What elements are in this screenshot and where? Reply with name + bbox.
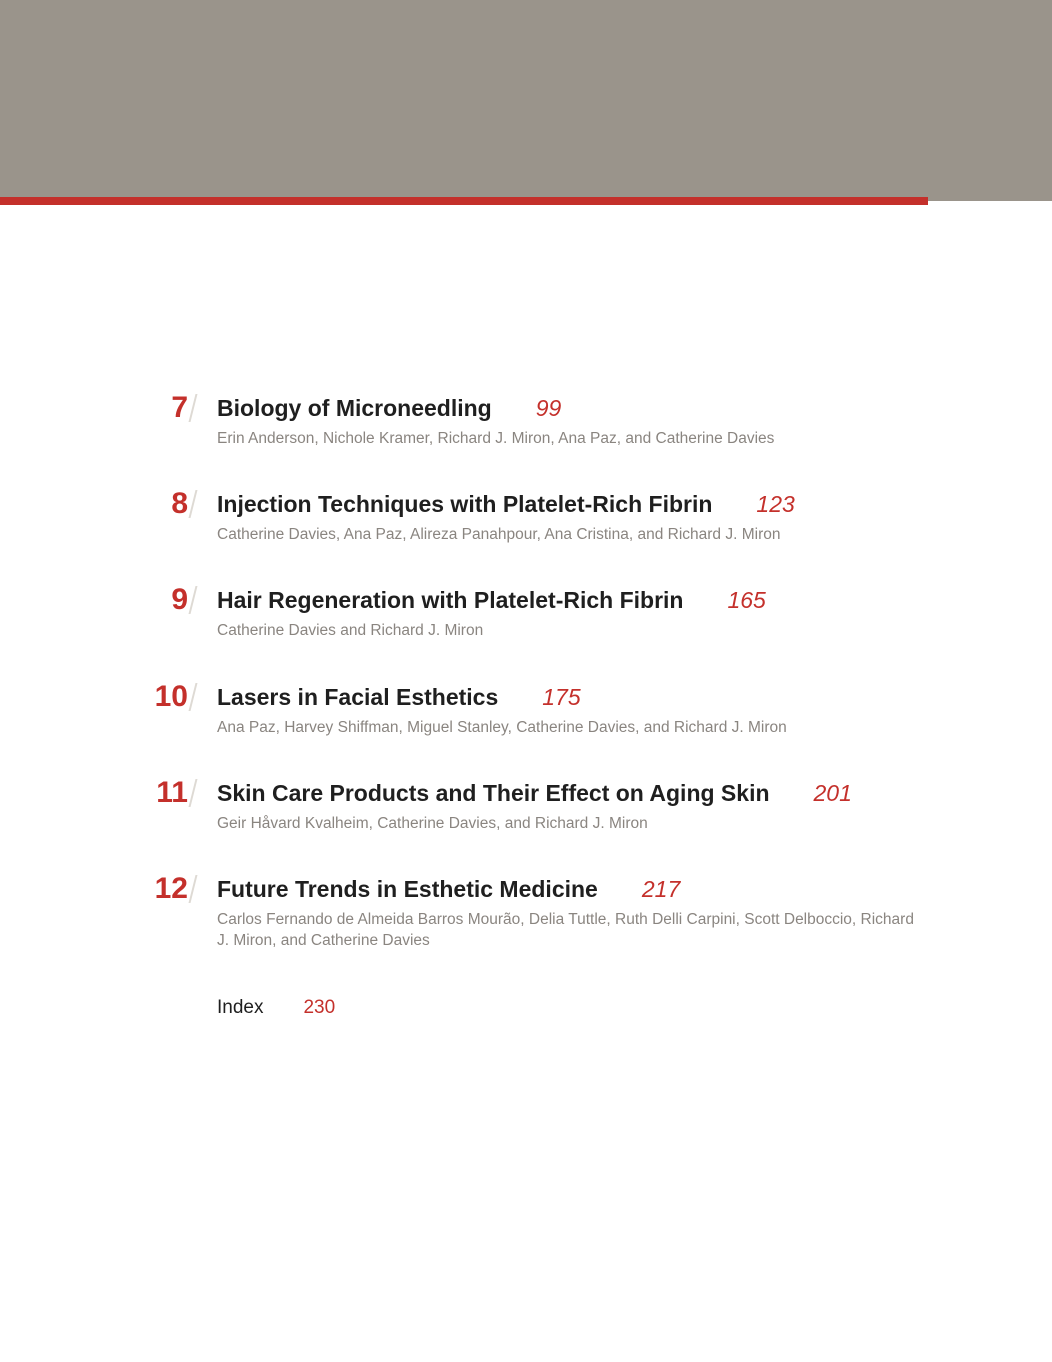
chapter-page-number[interactable]: 175 — [542, 684, 581, 710]
chapter-title[interactable]: Lasers in Facial Esthetics — [217, 684, 499, 710]
chapter-number: 8 — [171, 487, 188, 520]
chapter-authors: Catherine Davies and Richard J. Miron — [217, 622, 484, 639]
chapter-page-number[interactable]: 99 — [535, 395, 562, 421]
chapter-title-line — [217, 394, 561, 426]
chapter-authors: Erin Anderson, Nichole Kramer, Richard J. Miron, Ana Paz, and Catherine Davies — [217, 430, 775, 447]
chapter-divider — [189, 779, 198, 807]
chapter-title[interactable]: Future Trends in Esthetic Medicine — [217, 876, 598, 902]
chapter-number: 12 — [154, 872, 188, 905]
chapter-title[interactable]: Skin Care Products and Their Effect on Aging Skin — [217, 780, 770, 806]
chapter-divider — [189, 875, 198, 903]
chapter-title[interactable]: Hair Regeneration with Platelet-Rich Fibrin — [217, 587, 684, 613]
index-page-number[interactable]: 230 — [303, 997, 336, 1018]
chapter-authors: Ana Paz, Harvey Shiffman, Miguel Stanley, Catherine Davies, and Richard J. Miron — [217, 719, 787, 736]
chapter-title[interactable]: Biology of Microneedling — [217, 395, 492, 421]
chapter-page-number[interactable]: 165 — [727, 587, 766, 613]
chapter-number: 9 — [171, 583, 188, 616]
chapter-number: 11 — [156, 776, 188, 809]
chapter-page-number[interactable]: 217 — [641, 876, 681, 902]
chapter-divider — [189, 490, 198, 518]
chapter-page-number[interactable]: 123 — [756, 491, 795, 517]
header-accent-rule — [0, 197, 928, 205]
chapter-title[interactable]: Injection Techniques with Platelet-Rich Fibrin — [217, 491, 713, 517]
toc-entry-index[interactable] — [217, 995, 335, 1022]
chapter-authors: Geir Håvard Kvalheim, Catherine Davies, and Richard J. Miron — [217, 815, 648, 832]
chapter-title-line — [217, 875, 680, 907]
index-label[interactable]: Index — [217, 997, 264, 1018]
chapter-page-number[interactable]: 201 — [813, 780, 852, 806]
chapter-title-line — [217, 683, 581, 715]
chapter-number: 10 — [154, 680, 188, 713]
chapter-title-line — [217, 779, 852, 811]
chapter-divider — [189, 394, 198, 422]
chapter-divider — [189, 586, 198, 614]
chapter-authors: Catherine Davies, Ana Paz, Alireza Panahpour, Ana Cristina, and Richard J. Miron — [217, 526, 781, 543]
chapter-divider — [189, 683, 198, 711]
chapter-title-line — [217, 586, 766, 618]
chapter-number: 7 — [171, 391, 188, 424]
header-band — [0, 0, 1052, 201]
chapter-title-line — [217, 490, 795, 522]
chapter-authors: Carlos Fernando de Almeida Barros Mourão, Delia Tuttle, Ruth Delli Carpini, Scott Delboccio, Richard J. Miron, and Catherine Davies — [217, 911, 914, 949]
